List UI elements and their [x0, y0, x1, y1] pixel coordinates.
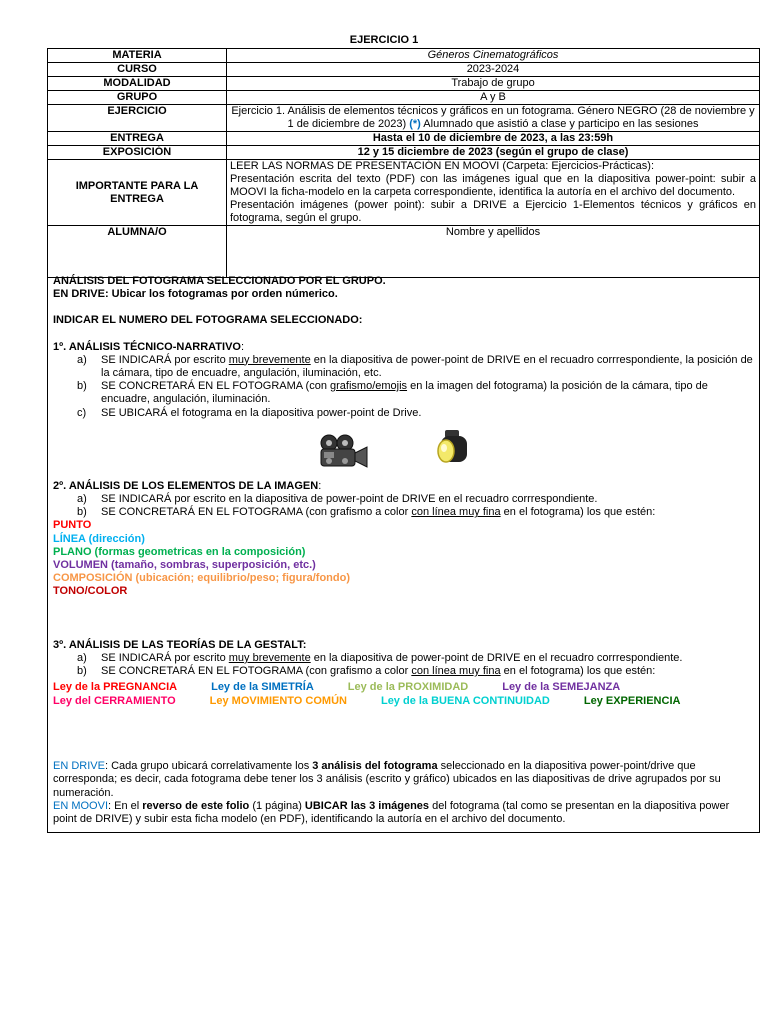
grupo-value: A y B [227, 91, 760, 105]
exposicion-value: 12 y 15 diciembre de 2023 (según el grupo de clase) [227, 146, 760, 160]
moovi-text-3: del fotograma (tal como se presentan en la diapositiva power point de DRIVE) y subir esta ficha modelo (en PDF), identificando la autoría en el archivo del documento. [53, 799, 730, 826]
indicar-line: INDICAR EL NUMERO DEL FOTOGRAMA SELECCIONADO: [53, 314, 363, 327]
gestalt-law-item: Ley de la BUENA CONTINUIDAD [380, 695, 550, 708]
moovi-paragraph [53, 800, 754, 826]
ejercicio-label: EJERCICIO [48, 105, 227, 132]
row-modalidad [48, 77, 760, 91]
s2-b-text [101, 506, 754, 519]
curso-value: 2023-2024 [227, 63, 760, 77]
drive-paragraph [53, 760, 754, 800]
s1-b-marker: b) [77, 380, 87, 393]
row-importante [48, 160, 760, 226]
s1-c-text: SE UBICARÁ el fotograma en la diapositiva power-point de Drive. [101, 406, 422, 419]
gestalt-law-item: Ley de la PREGNANCIA [53, 681, 178, 694]
s2-a-text: SE INDICARÁ por escrito en la diapositiva de power-point de DRIVE en el recuadro corrrespondiente. [101, 493, 598, 506]
s3-a-marker: a) [77, 651, 87, 664]
gestalt-law-item: Ley MOVIMIENTO COMÚN [209, 695, 347, 708]
s2-heading-line [53, 480, 754, 493]
entrega-value: Hasta el 10 de diciembre de 2023, a las 23:59h [227, 132, 760, 146]
s3-b-post: en el fotograma) los que estén: [500, 665, 656, 678]
gestalt-laws-list [53, 680, 754, 708]
image-elements-list [53, 519, 754, 598]
curso-label: CURSO [48, 63, 227, 77]
gestalt-law-item: Ley del CERRAMIENTO [53, 695, 176, 708]
importante-value [227, 160, 760, 226]
s1-c-marker: c) [77, 406, 87, 419]
exposicion-label: EXPOSICIÓN [48, 146, 227, 160]
ejercicio-text-2: Alumnado que asistió a clase y participo en las sesiones [420, 118, 699, 130]
s2-b-marker: b) [77, 506, 87, 519]
s3-a-underline: muy brevemente [228, 651, 311, 664]
materia-value: Géneros Cinematográficos [227, 49, 760, 63]
s1-a-underline: muy brevemente [228, 353, 311, 366]
s1-a-post: en la diapositiva de power-point de DRIVE en el recuadro corrrespondiente, la posición de la cámara, tipo de encuadre, angulación, iluminación, etc. [101, 353, 753, 380]
alumno-value: Nombre y apellidos [227, 226, 760, 278]
image-element-item: LÍNEA (dirección) [53, 532, 145, 545]
s1-a-pre: SE INDICARÁ por escrito [101, 353, 229, 366]
drive-text-1: : Cada grupo ubicará correlativamente los [104, 760, 313, 773]
gestalt-law-item: Ley de la SEMEJANZA [502, 681, 621, 694]
importante-line-3: Presentación imágenes (power point): subir a DRIVE a Ejercicio 1-Elementos técnicos y gráficos en fotograma, según el grupo. [230, 199, 756, 224]
row-exposicion [48, 146, 760, 160]
s2-b-underline: con línea muy fina [411, 506, 501, 519]
info-table [47, 48, 760, 278]
s1-heading-line [53, 341, 754, 354]
image-element-item: COMPOSICIÓN (ubicación; equilibrio/peso; figura/fondo) [53, 572, 350, 585]
grupo-label: GRUPO [48, 91, 227, 105]
s1-b-pre: SE CONCRETARÁ EN EL FOTOGRAMA (con [101, 380, 331, 393]
row-grupo [48, 91, 760, 105]
image-element-item: PLANO (formas geometricas en la composición) [53, 545, 306, 558]
image-element-item: PUNTO [53, 519, 92, 532]
analysis-section [47, 275, 760, 833]
s3-b-pre: SE CONCRETARÁ EN EL FOTOGRAMA (con grafismo a color [101, 665, 412, 678]
row-ejercicio [48, 105, 760, 132]
image-element-item: TONO/COLOR [53, 585, 128, 598]
ejercicio-value [227, 105, 760, 132]
s3-b-marker: b) [77, 665, 87, 678]
document-title: EJERCICIO 1 [349, 34, 419, 46]
modalidad-value: Trabajo de grupo [227, 77, 760, 91]
icons-row [53, 420, 754, 480]
s3-b-underline: con línea muy fina [411, 665, 501, 678]
s2-heading: 2º. ANÁLISIS DE LOS ELEMENTOS DE LA IMAGEN [53, 479, 319, 492]
s2-item-b [53, 506, 754, 519]
s3-item-a [53, 652, 754, 665]
row-materia [48, 49, 760, 63]
s1-b-underline: grafismo/emojis [330, 380, 408, 393]
s3-a-post: en la diapositiva de power-point de DRIVE en el recuadro corrrespondiente. [310, 651, 683, 664]
drive-bold-1: 3 análisis del fotograma [312, 760, 438, 773]
ejercicio-star: (*) [409, 118, 421, 130]
s3-a-pre: SE INDICARÁ por escrito [101, 651, 229, 664]
row-curso [48, 63, 760, 77]
spotlight-icon [433, 428, 473, 468]
analisis-heading: ANÁLISIS DEL FOTOGRAMA SELECCIONADO POR EL GRUPO. [53, 275, 386, 287]
s1-item-b [53, 380, 754, 406]
moovi-bold-1: reverso de este folio [142, 799, 250, 812]
row-alumno [48, 226, 760, 278]
s2-a-marker: a) [77, 493, 87, 506]
row-entrega [48, 132, 760, 146]
moovi-label: EN MOOVI [53, 799, 109, 812]
moovi-text-2: (1 página) [249, 799, 305, 812]
s1-a-text [101, 354, 754, 380]
entrega-label: ENTREGA [48, 132, 227, 146]
s3-a-text [101, 652, 754, 665]
s2-b-post: en el fotograma) los que estén: [500, 506, 656, 519]
alumno-label: ALUMNA/O [48, 226, 227, 278]
s1-a-marker: a) [77, 353, 87, 366]
drive-order-note: EN DRIVE: Ubicar los fotogramas por orden númerico. [53, 288, 338, 301]
image-element-item: VOLUMEN (tamaño, sombras, superposición, etc.) [53, 559, 316, 572]
gestalt-law-item: Ley EXPERIENCIA [583, 695, 681, 708]
s1-item-c [53, 407, 754, 420]
s3-item-b [53, 665, 754, 678]
importante-line-2: Presentación escrita del texto (PDF) con las imágenes igual que en la diapositiva power-point: subir a MOOVI la ficha-modelo en la carpeta correspondiente, identifica la autoría en el archivo del documento. [230, 173, 756, 198]
drive-text-2: seleccionado en la diapositiva power-point/drive que corresponda; es decir, cada fotograma debe tener los 3 análisis (escrito y gráfico) ubicados en las diapositivas de drive agrupados por su numeración. [53, 760, 721, 799]
modalidad-label: MODALIDAD [48, 77, 227, 91]
s1-heading: 1º. ANÁLISIS TÉCNICO-NARRATIVO [53, 340, 241, 353]
moovi-bold-2: UBICAR las 3 imágenes [304, 799, 430, 812]
moovi-text-1: : En el [108, 799, 143, 812]
importante-line-1: LEER LAS NORMAS DE PRESENTACIÓN EN MOOVI (Carpeta: Ejercicios-Prácticas): [230, 160, 654, 172]
s3-heading: 3º. ANÁLISIS DE LAS TEORÍAS DE LA GESTALT: [53, 638, 307, 651]
ejercicio-text-1: Ejercicio 1. Análisis de elementos técnicos y gráficos en un fotograma. Género NEGRO (28 de noviembre y 1 de diciembre de 2023) [231, 105, 755, 130]
s1-item-a [53, 354, 754, 380]
s1-colon: : [240, 340, 245, 353]
gestalt-law-item: Ley de la PROXIMIDAD [347, 681, 469, 694]
drive-label: EN DRIVE [53, 760, 105, 773]
movie-camera-icon [317, 434, 369, 470]
importante-label: IMPORTANTE PARA LA ENTREGA [48, 160, 227, 226]
s2-b-pre: SE CONCRETARÁ EN EL FOTOGRAMA (con grafismo a color [101, 506, 412, 519]
s2-colon: : [318, 479, 322, 492]
s1-b-text [101, 380, 754, 406]
s2-item-a [53, 493, 754, 506]
s1-b-post: en la imagen del fotograma) la posición de la cámara, tipo de encuadre, angulación, iluminación. [101, 380, 708, 406]
materia-label: MATERIA [48, 49, 227, 63]
s3-b-text [101, 665, 754, 678]
gestalt-law-item: Ley de la SIMETRÍA [211, 681, 314, 694]
